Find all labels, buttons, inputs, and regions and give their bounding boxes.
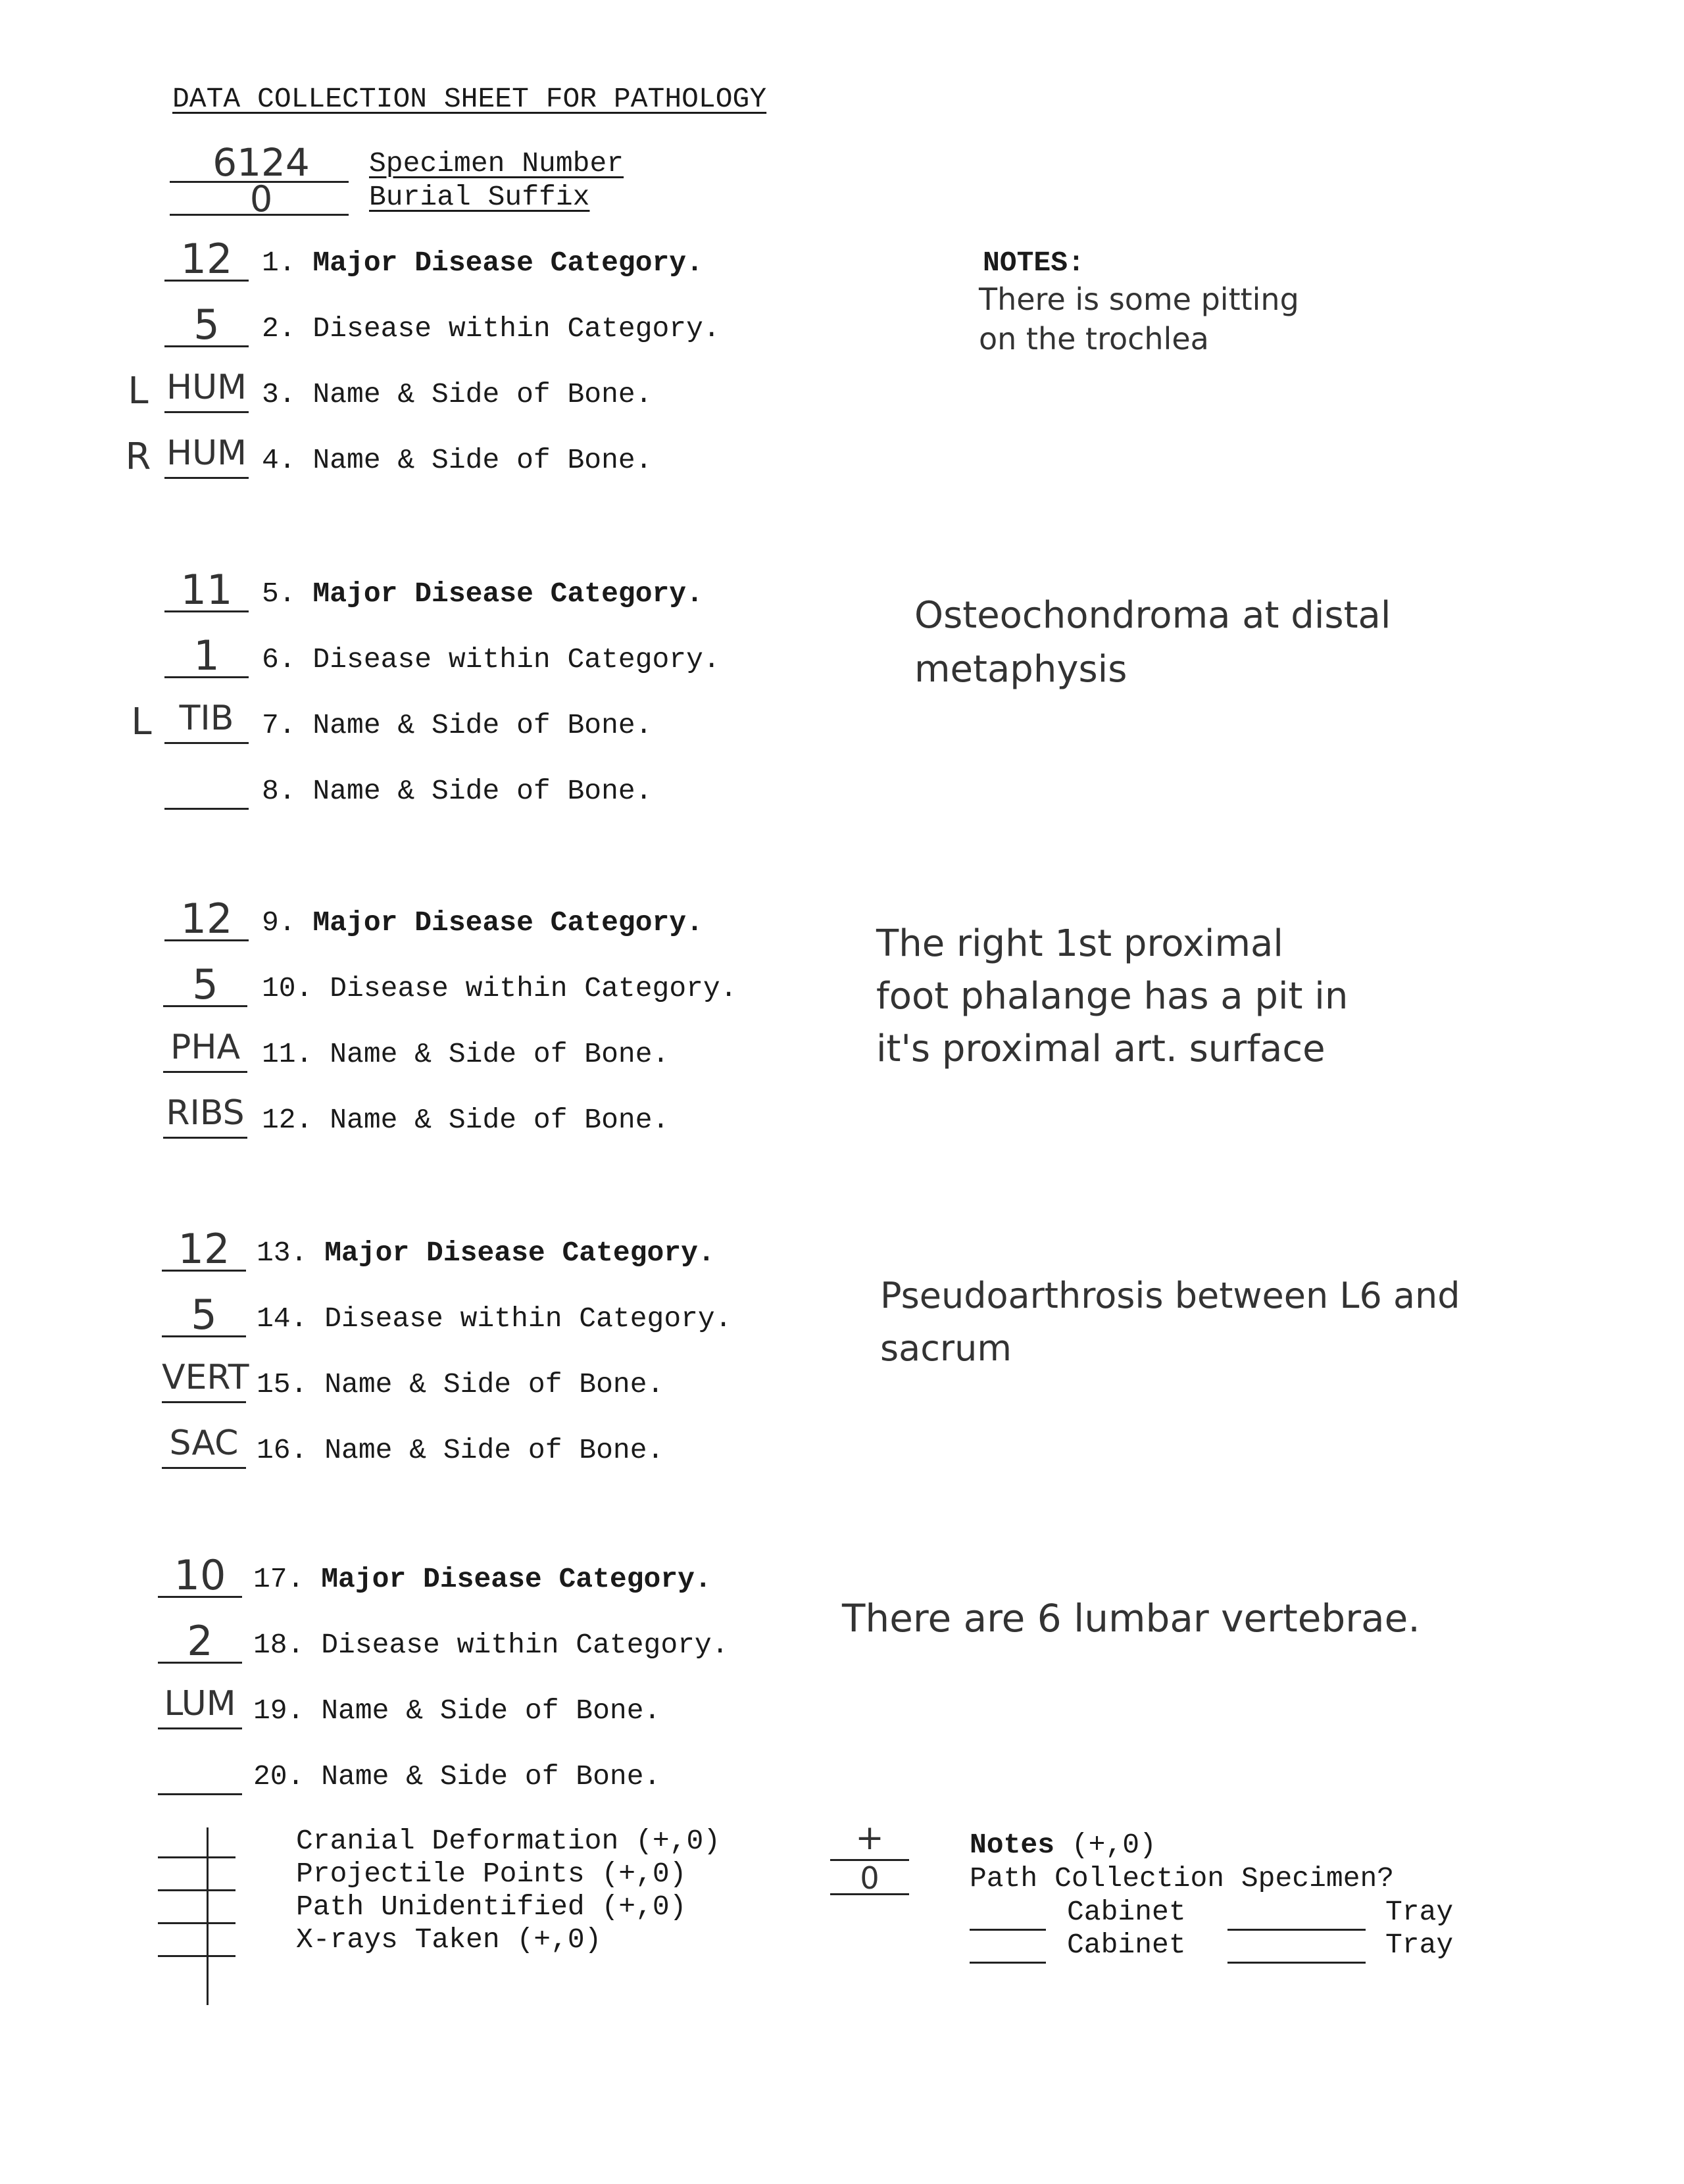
entry-number: 11. — [262, 1038, 313, 1070]
entry-text: Name & Side of Bone. — [330, 1038, 670, 1070]
entry-label — [257, 1303, 732, 1335]
cabinet-blank-1 — [970, 1929, 1046, 1931]
note-line: foot phalange has a pit in — [876, 975, 1349, 1018]
page-title: DATA COLLECTION SHEET FOR PATHOLOGY — [172, 83, 767, 115]
entry-label — [262, 1038, 669, 1071]
checklist-blank-3 — [158, 1922, 235, 1924]
note-line: The right 1st proximal — [876, 922, 1283, 965]
cabinet-label-1: Cabinet — [1067, 1896, 1186, 1928]
entry-value: 12 — [180, 895, 233, 943]
entry-blank — [164, 477, 249, 479]
entry-value: 12 — [180, 235, 233, 283]
note-line: sacrum — [880, 1328, 1012, 1369]
note-group-3 — [876, 918, 1348, 1076]
entry-number: 7. — [262, 709, 296, 741]
entry-text: Name & Side of Bone. — [321, 1695, 661, 1727]
entry-value: TIB — [179, 699, 234, 738]
entry-text: Name & Side of Bone. — [321, 1760, 661, 1793]
note-group-4 — [880, 1270, 1460, 1375]
entry-text: Name & Side of Bone. — [324, 1368, 664, 1401]
checklist-blank-1 — [158, 1856, 235, 1858]
checklist-cranial-deformation: Cranial Deformation (+,0) — [296, 1825, 721, 1857]
entry-label — [262, 775, 653, 808]
entry-number: 12. — [262, 1104, 313, 1136]
path-collection-label: Path Collection Specimen? — [970, 1862, 1395, 1895]
checklist-blank-2 — [158, 1889, 235, 1891]
notes-check-label-suffix: (+,0) — [1071, 1829, 1156, 1861]
entry-blank — [164, 808, 249, 810]
entry-blank — [158, 1727, 242, 1729]
entry-label — [253, 1563, 712, 1596]
specimen-number-label: Specimen Number — [369, 147, 624, 180]
entry-number: 3. — [262, 378, 296, 410]
entry-number: 14. — [257, 1303, 308, 1335]
entry-value: 10 — [174, 1551, 226, 1599]
note-line: it's proximal art. surface — [876, 1028, 1325, 1070]
burial-suffix-value: 0 — [249, 178, 273, 220]
entry-number: 1. — [262, 247, 296, 279]
entry-number: 16. — [257, 1434, 308, 1466]
entry-value: 5 — [193, 301, 220, 349]
tray-blank-1 — [1227, 1929, 1366, 1931]
entry-number: 2. — [262, 312, 296, 345]
entry-label — [257, 1237, 715, 1270]
entry-text: Name & Side of Bone. — [312, 709, 653, 741]
entry-value: HUM — [166, 434, 247, 473]
entry-value: PHA — [170, 1028, 241, 1067]
entry-text: Disease within Category. — [312, 643, 720, 676]
entry-text: Major Disease Category. — [312, 247, 703, 279]
checklist-projectile-points: Projectile Points (+,0) — [296, 1858, 687, 1890]
entry-number: 6. — [262, 643, 296, 676]
checklist-blank-4 — [158, 1955, 235, 1957]
entry-label — [262, 972, 737, 1005]
entry-number: 20. — [253, 1760, 305, 1793]
note-line: Osteochondroma at distal — [914, 594, 1391, 637]
entry-text: Major Disease Category. — [312, 906, 703, 939]
entry-value: SAC — [169, 1424, 239, 1463]
entry-label — [262, 444, 653, 477]
entry-value: 2 — [187, 1617, 213, 1665]
entry-text: Major Disease Category. — [324, 1237, 715, 1269]
note-line: There is some pitting — [979, 282, 1299, 317]
entry-side: L — [131, 701, 152, 743]
burial-suffix-label: Burial Suffix — [369, 181, 590, 213]
burial-suffix-blank — [170, 214, 349, 216]
entry-number: 17. — [253, 1563, 305, 1595]
note-line: There are 6 lumbar vertebrae. — [842, 1596, 1420, 1641]
entry-text: Disease within Category. — [330, 972, 737, 1005]
tray-label-1: Tray — [1385, 1896, 1454, 1928]
entry-label — [262, 643, 720, 676]
tray-label-2: Tray — [1385, 1929, 1454, 1961]
note-line: metaphysis — [914, 648, 1127, 691]
entry-text: Name & Side of Bone. — [312, 378, 653, 410]
entry-value: RIBS — [166, 1093, 245, 1133]
entry-blank — [162, 1467, 246, 1469]
entry-label — [257, 1434, 664, 1467]
entry-number: 18. — [253, 1629, 305, 1661]
entry-value: 5 — [192, 960, 218, 1008]
entry-text: Name & Side of Bone. — [330, 1104, 670, 1136]
note-group-5 — [842, 1592, 1420, 1645]
cabinet-blank-2 — [970, 1962, 1046, 1964]
entry-label — [262, 1104, 669, 1137]
entry-value: VERT — [162, 1358, 249, 1397]
entry-label — [253, 1760, 660, 1793]
note-line: on the trochlea — [979, 321, 1209, 357]
entry-value: HUM — [166, 368, 247, 407]
entry-text: Major Disease Category. — [312, 578, 703, 610]
entry-label — [262, 312, 720, 345]
entry-number: 10. — [262, 972, 313, 1005]
entry-blank — [164, 742, 249, 744]
tally-vertical-line — [207, 1827, 209, 2005]
note-line: Pseudoarthrosis between L6 and — [880, 1275, 1460, 1316]
entry-text: Name & Side of Bone. — [324, 1434, 664, 1466]
notes-check-label-bold: Notes — [970, 1829, 1055, 1861]
entry-number: 4. — [262, 444, 296, 476]
entry-label — [262, 578, 703, 610]
notes-check-value: + — [855, 1818, 884, 1858]
entry-number: 9. — [262, 906, 296, 939]
entry-label — [253, 1695, 660, 1727]
entry-blank — [158, 1793, 242, 1795]
entry-value: 5 — [191, 1291, 217, 1339]
entry-value: 11 — [180, 566, 233, 614]
entry-blank — [164, 411, 249, 413]
notes-heading: NOTES: — [983, 247, 1085, 279]
checklist-xrays-taken: X-rays Taken (+,0) — [296, 1923, 602, 1956]
entry-number: 8. — [262, 775, 296, 807]
entry-number: 5. — [262, 578, 296, 610]
entry-value: LUM — [164, 1684, 236, 1724]
entry-blank — [162, 1401, 246, 1403]
entry-text: Major Disease Category. — [321, 1563, 712, 1595]
entry-text: Disease within Category. — [321, 1629, 729, 1661]
entry-text: Name & Side of Bone. — [312, 444, 653, 476]
entry-label — [253, 1629, 729, 1662]
entry-label — [262, 247, 703, 280]
entry-number: 13. — [257, 1237, 308, 1269]
entry-label — [257, 1368, 664, 1401]
checklist-path-unidentified: Path Unidentified (+,0) — [296, 1891, 687, 1923]
entry-label — [262, 906, 703, 939]
entry-text: Disease within Category. — [324, 1303, 732, 1335]
entry-text: Name & Side of Bone. — [312, 775, 653, 807]
note-group-2 — [914, 589, 1391, 697]
entry-value: 1 — [193, 632, 220, 680]
entry-number: 19. — [253, 1695, 305, 1727]
note-group-1 — [979, 280, 1299, 359]
entry-number: 15. — [257, 1368, 308, 1401]
path-collection-blank — [830, 1893, 909, 1895]
cabinet-label-2: Cabinet — [1067, 1929, 1186, 1961]
path-collection-value: 0 — [860, 1860, 879, 1896]
specimen-number-value: 6124 — [212, 140, 310, 185]
entry-side: L — [128, 370, 149, 412]
entry-blank — [163, 1071, 247, 1073]
tray-blank-2 — [1227, 1962, 1366, 1964]
entry-side: R — [125, 435, 151, 478]
entry-value: 12 — [178, 1225, 230, 1273]
entry-label — [262, 378, 653, 411]
entry-blank — [163, 1137, 247, 1139]
entry-label — [262, 709, 653, 742]
notes-check-label — [970, 1829, 1156, 1862]
entry-text: Disease within Category. — [312, 312, 720, 345]
